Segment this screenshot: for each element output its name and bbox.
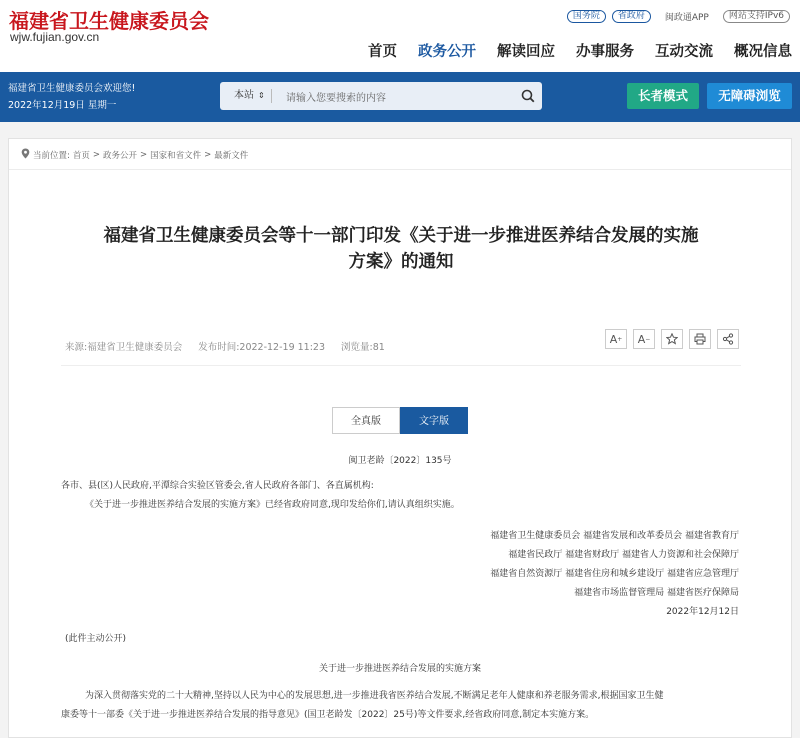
nav-interaction[interactable]: 互动交流 [655, 44, 713, 60]
star-icon[interactable] [661, 329, 683, 349]
search-input[interactable]: 请输入您要搜索的内容 [286, 92, 386, 104]
search-icon[interactable] [514, 82, 542, 110]
top-links [567, 9, 790, 23]
breadcrumb-separator: > [140, 150, 148, 160]
site-header [0, 0, 800, 72]
article-meta [65, 339, 385, 353]
state-council-link[interactable]: 国务院 [567, 10, 606, 23]
article-views: 浏览量:81 [341, 342, 385, 353]
breadcrumb-documents[interactable]: 国家和省文件 [150, 151, 202, 161]
nav-gov-affairs[interactable]: 政务公开 [418, 44, 476, 60]
tab-full-version[interactable]: 全真版 [332, 407, 400, 434]
ipv6-badge[interactable]: 网站支持IPv6 [723, 10, 790, 23]
breadcrumb-separator: > [204, 150, 212, 160]
app-link[interactable]: 闽政通APP [664, 12, 709, 23]
article-card [8, 138, 792, 738]
signatory-line: 福建省市场监督管理局 福建省医疗保障局 [574, 588, 739, 598]
breadcrumb [21, 148, 248, 162]
print-icon[interactable] [689, 329, 711, 349]
body-paragraph: 康委等十一部委《关于进一步推进医养结合发展的指导意见》(国卫老龄发〔2022〕25号)等文件要求,经省政府同意,制定本实施方案。 [61, 710, 595, 720]
tab-text-version[interactable]: 文字版 [400, 407, 468, 434]
welcome-block [8, 80, 135, 114]
plan-subtitle: 关于进一步推进医养结合发展的实施方案 [318, 664, 481, 674]
public-note: (此件主动公开) [65, 634, 127, 644]
article-title [49, 223, 753, 275]
accessible-browsing-button[interactable]: 无障碍浏览 [707, 83, 792, 109]
notice-text: 《关于进一步推进医养结合发展的实施方案》已经省政府同意,现印发给你们,请认真组织实施。 [85, 500, 460, 510]
divider [9, 169, 791, 170]
font-increase-button[interactable]: A + [605, 329, 627, 349]
updown-icon: ⇕ [258, 91, 265, 100]
version-tabs [332, 407, 468, 434]
signatory-line: 福建省民政厅 福建省财政厅 福建省人力资源和社会保障厅 [508, 550, 739, 560]
site-url: wjw.fujian.gov.cn [10, 30, 100, 44]
article-title-line: 方案》的通知 [348, 252, 454, 272]
nav-home[interactable]: 首页 [368, 44, 397, 60]
signatory-line: 福建省自然资源厅 福建省住房和城乡建设厅 福建省应急管理厅 [490, 569, 739, 579]
search-scope-select[interactable] [220, 89, 272, 103]
location-pin-icon [21, 148, 30, 162]
breadcrumb-home[interactable]: 首页 [72, 151, 90, 161]
signatory-line: 福建省卫生健康委员会 福建省发展和改革委员会 福建省教育厅 [490, 531, 739, 541]
site-logo[interactable]: 福建省卫生健康委员会 [9, 9, 209, 33]
body-paragraph: 为深入贯彻落实党的二十大精神,坚持以人民为中心的发展思想,进一步推进我省医养结合发展,不断满足老年人健康和养老服务需求,根据国家卫生健 [85, 691, 664, 701]
nav-overview[interactable]: 概况信息 [734, 44, 792, 60]
search-scope-label: 本站 [234, 90, 254, 101]
article-tools [605, 329, 739, 349]
welcome-text: 福建省卫生健康委员会欢迎您! [8, 83, 136, 94]
divider [61, 365, 741, 366]
search-box [220, 82, 542, 110]
share-icon[interactable] [717, 329, 739, 349]
article-publish-time: 发布时间:2022-12-19 11:23 [198, 342, 326, 353]
article-title-line: 福建省卫生健康委员会等十一部门印发《关于进一步推进医养结合发展的实施 [103, 226, 699, 246]
elder-mode-button[interactable]: 长者模式 [627, 83, 699, 109]
breadcrumb-gov-affairs[interactable]: 政务公开 [103, 151, 138, 161]
nav-services[interactable]: 办事服务 [576, 44, 634, 60]
breadcrumb-latest[interactable]: 最新文件 [214, 151, 249, 161]
sign-date: 2022年12月12日 [666, 607, 739, 617]
article-source: 来源:福建省卫生健康委员会 [65, 342, 183, 353]
nav-interpretation[interactable]: 解读回应 [497, 44, 555, 60]
current-date: 2022年12月19日 星期一 [8, 100, 117, 111]
doc-number: 闽卫老龄〔2022〕135号 [348, 456, 452, 466]
breadcrumb-prefix: 当前位置: [33, 151, 70, 161]
recipients-text: 各市、县(区)人民政府,平潭综合实验区管委会,省人民政府各部门、各直属机构: [61, 481, 374, 491]
provincial-gov-link[interactable]: 省政府 [612, 10, 651, 23]
font-decrease-button[interactable]: A − [633, 329, 655, 349]
main-nav [368, 40, 792, 61]
breadcrumb-separator: > [92, 150, 101, 160]
